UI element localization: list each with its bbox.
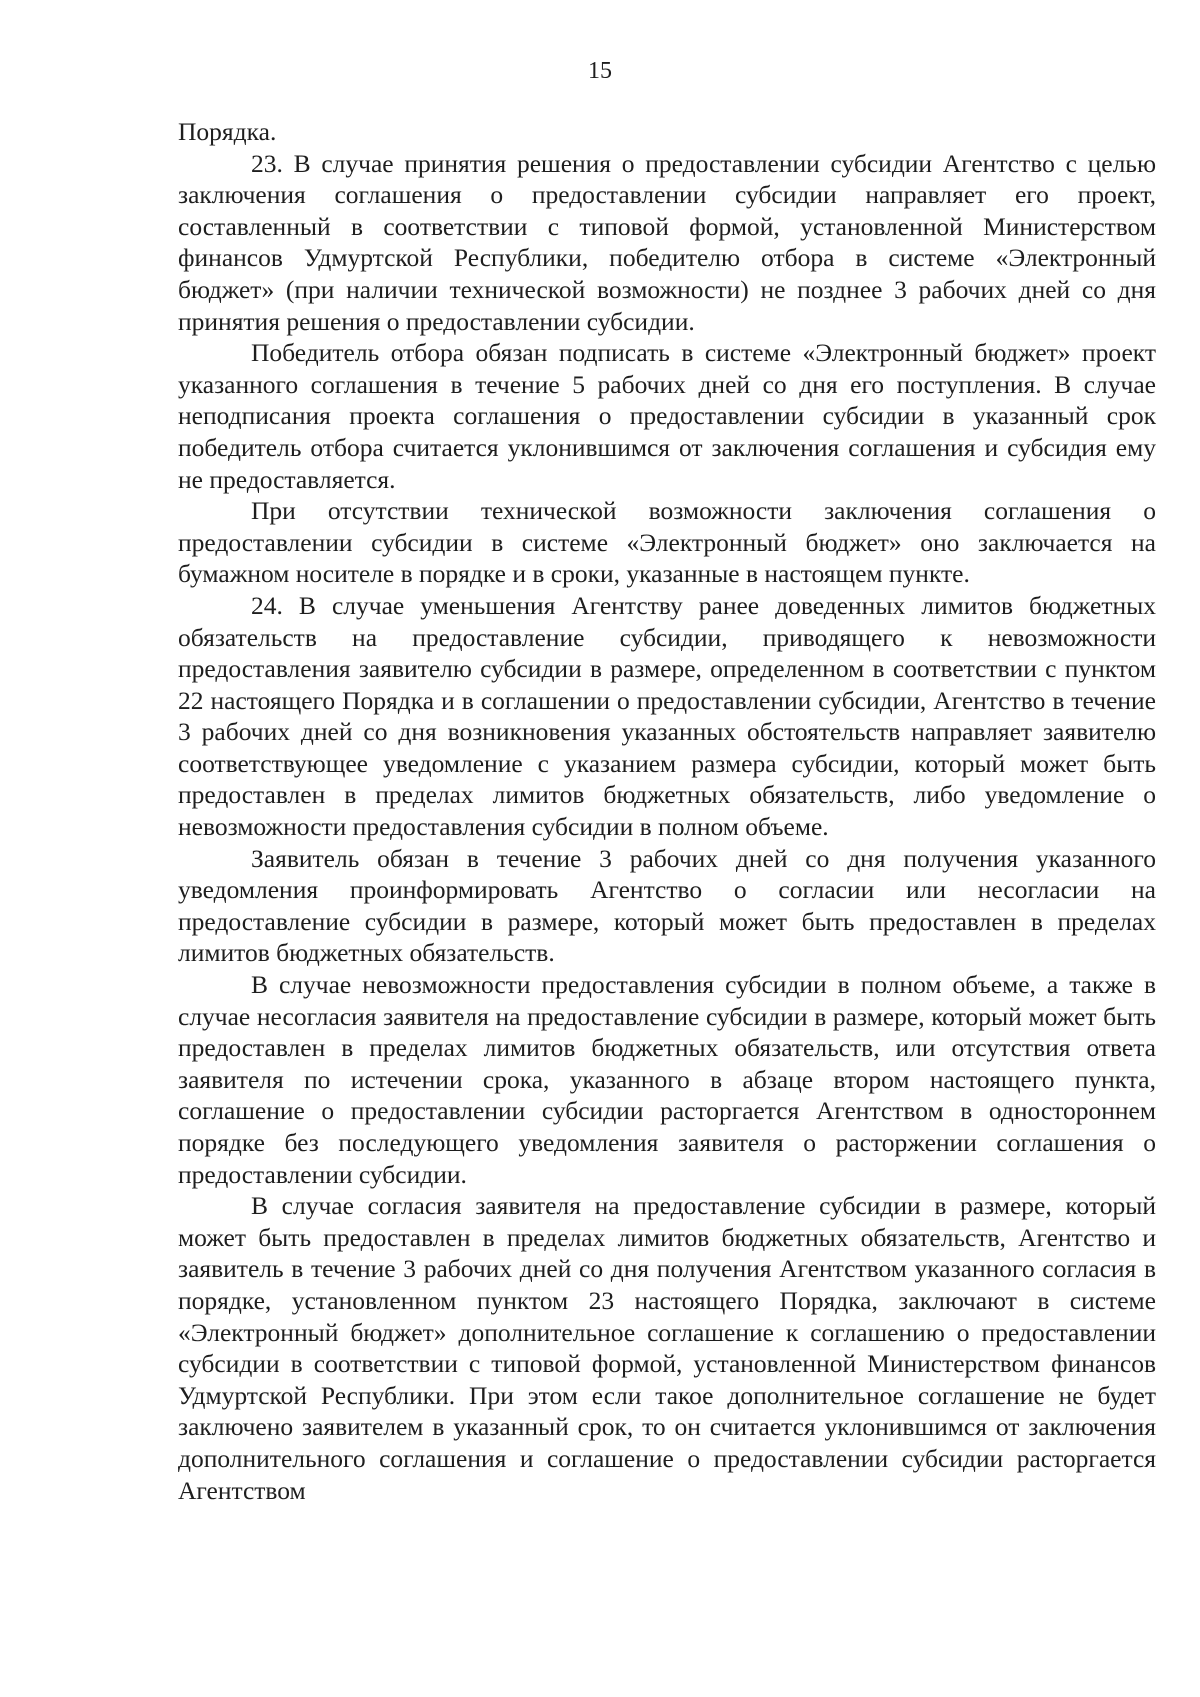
paragraph-clause-23: 23. В случае принятия решения о предоставлении субсидии Агентство с целью заключения соглашения о предоставлении субсидии направляет его проект, составленный в соответствии с типовой формой, установленной Министерством финансов Удмуртской Республики, победителю отбора в системе «Электронный бюджет» (при наличии технической возможности) не позднее 3 рабочих дней со дня принятия решения о предоставлении субсидии.: [178, 148, 1156, 336]
paragraph-continuation: Порядка.: [178, 117, 277, 146]
page-number: 15: [588, 58, 612, 84]
paragraph-termination: В случае невозможности предоставления субсидии в полном объеме, а также в случае несогласия заявителя на предоставление субсидии в размере, который может быть предоставлен в пределах лимитов бюджетных обязательств, или отсутствия ответа заявителя по истечении срока, указанного в абзаце втором настоящего пункта, соглашение о предоставлении субсидии расторгается Агентством в одностороннем порядке без последующего уведомления заявителя о расторжении соглашения о предоставлении субсидии.: [178, 970, 1156, 1189]
paragraph-paper-agreement: При отсутствии технической возможности заключения соглашения о предоставлении субсидии в системе «Электронный бюджет» оно заключается на бумажном носителе в порядке и в сроки, указанные в настоящем пункте.: [178, 496, 1156, 589]
paragraph-clause-24: 24. В случае уменьшения Агентству ранее доведенных лимитов бюджетных обязательств на предоставление субсидии, приводящего к невозможности предоставления заявителю субсидии в размере, определенном в соответствии с пунктом 22 настоящего Порядка и в соглашении о предоставлении субсидии, Агентство в течение 3 рабочих дней со дня возникновения указанных обстоятельств направляет заявителю соответствующее уведомление с указанием размера субсидии, который может быть предоставлен в пределах лимитов бюджетных обязательств, либо уведомление о невозможности предоставления субсидии в полном объеме.: [178, 590, 1156, 842]
paragraph-winner-signing: Победитель отбора обязан подписать в системе «Электронный бюджет» проект указанного соглашения в течение 5 рабочих дней со дня его поступления. В случае неподписания проекта соглашения о предоставлении субсидии в указанный срок победитель отбора считается уклонившимся от заключения соглашения и субсидия ему не предоставляется.: [178, 338, 1156, 494]
paragraph-additional-agreement: В случае согласия заявителя на предоставление субсидии в размере, который может быть предоставлен в пределах лимитов бюджетных обязательств, Агентство и заявитель в течение 3 рабочих дней со дня получения Агентством указанного согласия в порядке, установленном пунктом 23 настоящего Порядка, заключают в системе «Электронный бюджет» дополнительное соглашение к соглашению о предоставлении субсидии в соответствии с типовой формой, установленной Министерством финансов Удмуртской Республики. При этом если такое дополнительное соглашение не будет заключено заявителем в указанный срок, то он считается уклонившимся от заключения дополнительного соглашения и соглашение о предоставлении субсидии расторгается Агентством: [178, 1191, 1156, 1505]
paragraph-applicant-response: Заявитель обязан в течение 3 рабочих дней со дня получения указанного уведомления проинформировать Агентство о согласии или несогласии на предоставление субсидии в размере, который может быть предоставлен в пределах лимитов бюджетных обязательств.: [178, 843, 1156, 968]
document-body: [178, 116, 1156, 1506]
